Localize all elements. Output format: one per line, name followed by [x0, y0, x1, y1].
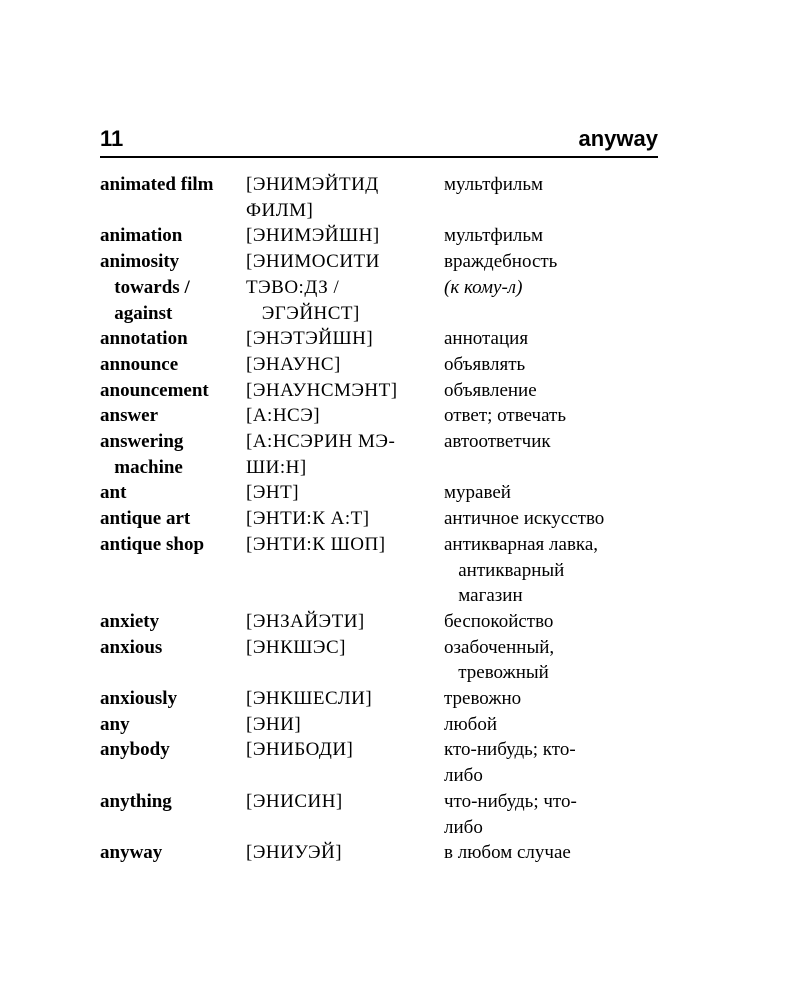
transcription-line: ФИЛМ]	[246, 199, 314, 221]
russian-translation-line: либо	[444, 765, 483, 787]
english-headword	[100, 378, 246, 404]
dictionary-entry	[100, 172, 658, 223]
russian-translation-line: объявлять	[444, 353, 526, 375]
english-headword-line: antique art	[100, 508, 191, 530]
russian-translation	[444, 172, 658, 223]
russian-translation-line: автоответчик	[444, 431, 551, 453]
dictionary-entry	[100, 789, 658, 840]
russian-translation-line: озабоченный,	[444, 636, 555, 658]
transcription	[246, 378, 444, 404]
dictionary-page	[100, 126, 658, 866]
english-headword-line: anyway	[100, 842, 163, 864]
transcription	[246, 789, 444, 840]
russian-translation-line: аннотация	[444, 328, 529, 350]
transcription	[246, 840, 444, 866]
english-headword	[100, 326, 246, 352]
russian-translation-line: тревожный	[444, 662, 549, 684]
dictionary-entry	[100, 326, 658, 352]
transcription-line: [ЭНТ]	[246, 482, 300, 504]
english-headword-line: animosity	[100, 251, 180, 273]
dictionary-entry	[100, 737, 658, 788]
russian-translation-line: в любом случае	[444, 842, 571, 864]
english-headword-line: animated film	[100, 174, 214, 195]
english-headword-line: animation	[100, 225, 183, 247]
transcription	[246, 403, 444, 429]
english-headword	[100, 737, 246, 788]
english-headword-line: any	[100, 713, 130, 735]
english-headword-line: anxiety	[100, 610, 160, 632]
english-headword	[100, 840, 246, 866]
english-headword-line: ant	[100, 482, 127, 504]
english-headword-line: answer	[100, 405, 159, 427]
russian-translation	[444, 480, 658, 506]
russian-translation-line: мультфильм	[444, 225, 544, 247]
russian-translation-line: объявление	[444, 379, 537, 401]
russian-translation-line: что-нибудь; что-	[444, 790, 577, 812]
english-headword-line: anxious	[100, 636, 163, 658]
russian-translation-line: античное искусство	[444, 508, 605, 530]
english-headword	[100, 223, 246, 249]
dictionary-entry	[100, 840, 658, 866]
english-headword-line: anouncement	[100, 379, 209, 401]
transcription-line: [ЭНАУНС]	[246, 353, 341, 375]
russian-translation-line: тревожно	[444, 688, 522, 710]
transcription	[246, 686, 444, 712]
transcription	[246, 532, 444, 609]
english-headword	[100, 609, 246, 635]
russian-translation-line: магазин	[444, 585, 523, 607]
english-headword	[100, 480, 246, 506]
russian-translation	[444, 532, 658, 609]
transcription-line: [ЭНКШЕСЛИ]	[246, 688, 373, 710]
transcription-line: [ЭНИУЭЙ]	[246, 842, 343, 864]
transcription-line: [ЭНКШЭС]	[246, 636, 346, 658]
dictionary-entry	[100, 635, 658, 686]
russian-translation	[444, 609, 658, 635]
transcription	[246, 352, 444, 378]
russian-translation	[444, 635, 658, 686]
english-headword	[100, 712, 246, 738]
english-headword-line: anything	[100, 790, 172, 812]
english-headword-line: antique shop	[100, 533, 205, 555]
russian-translation-line: либо	[444, 816, 483, 838]
english-headword	[100, 686, 246, 712]
transcription-line: [ЭНИСИН]	[246, 790, 343, 812]
page-header	[100, 126, 658, 158]
russian-translation	[444, 712, 658, 738]
transcription	[246, 480, 444, 506]
transcription-line: [ЭНИБОДИ]	[246, 739, 354, 761]
dictionary-entry	[100, 378, 658, 404]
english-headword-line: anxiously	[100, 688, 178, 710]
english-headword	[100, 789, 246, 840]
english-headword	[100, 249, 246, 326]
russian-translation-line: антикварная лавка,	[444, 533, 599, 555]
russian-translation	[444, 789, 658, 840]
transcription	[246, 737, 444, 788]
english-headword-line: annotation	[100, 328, 188, 350]
dictionary-entry	[100, 249, 658, 326]
russian-translation-line: (к кому-л)	[444, 276, 523, 298]
english-headword	[100, 352, 246, 378]
dictionary-entry	[100, 429, 658, 480]
dictionary-entry	[100, 609, 658, 635]
english-headword	[100, 403, 246, 429]
russian-translation	[444, 429, 658, 480]
english-headword	[100, 506, 246, 532]
dictionary-entry	[100, 352, 658, 378]
english-headword-line: against	[100, 302, 173, 324]
dictionary-entry	[100, 532, 658, 609]
transcription-line: ШИ:Н]	[246, 456, 307, 478]
english-headword-line: anybody	[100, 739, 170, 761]
russian-translation	[444, 737, 658, 788]
english-headword	[100, 635, 246, 686]
russian-translation-line: муравей	[444, 482, 511, 504]
transcription	[246, 429, 444, 480]
transcription-line: [ЭНЭТЭЙШН]	[246, 328, 374, 350]
russian-translation	[444, 686, 658, 712]
transcription-line: [ЭНИМЭЙТИД	[246, 174, 379, 195]
english-headword	[100, 172, 246, 223]
transcription-line: ЭГЭЙНСТ]	[246, 302, 360, 324]
russian-translation	[444, 352, 658, 378]
english-headword-line: towards /	[100, 276, 190, 298]
transcription-line: [ЭНИМОСИТИ	[246, 251, 380, 273]
dictionary-entry	[100, 223, 658, 249]
dictionary-entry	[100, 403, 658, 429]
entry-list	[100, 172, 658, 866]
english-headword	[100, 429, 246, 480]
russian-translation-line: ответ; отвечать	[444, 405, 567, 427]
russian-translation	[444, 378, 658, 404]
english-headword	[100, 532, 246, 609]
transcription	[246, 506, 444, 532]
russian-translation-line: любой	[444, 713, 498, 735]
russian-translation-line: антикварный	[444, 559, 565, 581]
russian-translation	[444, 403, 658, 429]
russian-translation	[444, 840, 658, 866]
transcription-line: [ЭНИМЭЙШН]	[246, 225, 380, 247]
russian-translation	[444, 506, 658, 532]
transcription	[246, 172, 444, 223]
transcription-line: [ЭНЗАЙЭТИ]	[246, 610, 365, 632]
transcription-line: [ЭНИ]	[246, 713, 302, 735]
english-headword-line: announce	[100, 353, 179, 375]
transcription-line: [ЭНАУНСМЭНТ]	[246, 379, 398, 401]
dictionary-entry	[100, 712, 658, 738]
transcription-line: [ЭНТИ:К ШОП]	[246, 533, 386, 555]
dictionary-entry	[100, 480, 658, 506]
transcription	[246, 712, 444, 738]
russian-translation-line: беспокойство	[444, 610, 554, 632]
transcription-line: [А:НСЭ]	[246, 405, 321, 427]
transcription-line: [А:НСЭРИН МЭ-	[246, 431, 396, 453]
russian-translation-line: враждебность	[444, 251, 558, 273]
russian-translation	[444, 326, 658, 352]
guide-word: anyway	[578, 126, 658, 151]
transcription	[246, 635, 444, 686]
russian-translation	[444, 223, 658, 249]
russian-translation-line: мультфильм	[444, 174, 544, 195]
dictionary-entry	[100, 686, 658, 712]
russian-translation	[444, 249, 658, 326]
transcription	[246, 326, 444, 352]
page-number: 11	[100, 126, 124, 151]
transcription	[246, 609, 444, 635]
english-headword-line: machine	[100, 456, 183, 478]
transcription-line: [ЭНТИ:К А:Т]	[246, 508, 370, 530]
dictionary-entry	[100, 506, 658, 532]
russian-translation-line: кто-нибудь; кто-	[444, 739, 576, 761]
transcription	[246, 249, 444, 326]
transcription	[246, 223, 444, 249]
english-headword-line: answering	[100, 431, 184, 453]
transcription-line: ТЭВО:ДЗ /	[246, 276, 340, 298]
